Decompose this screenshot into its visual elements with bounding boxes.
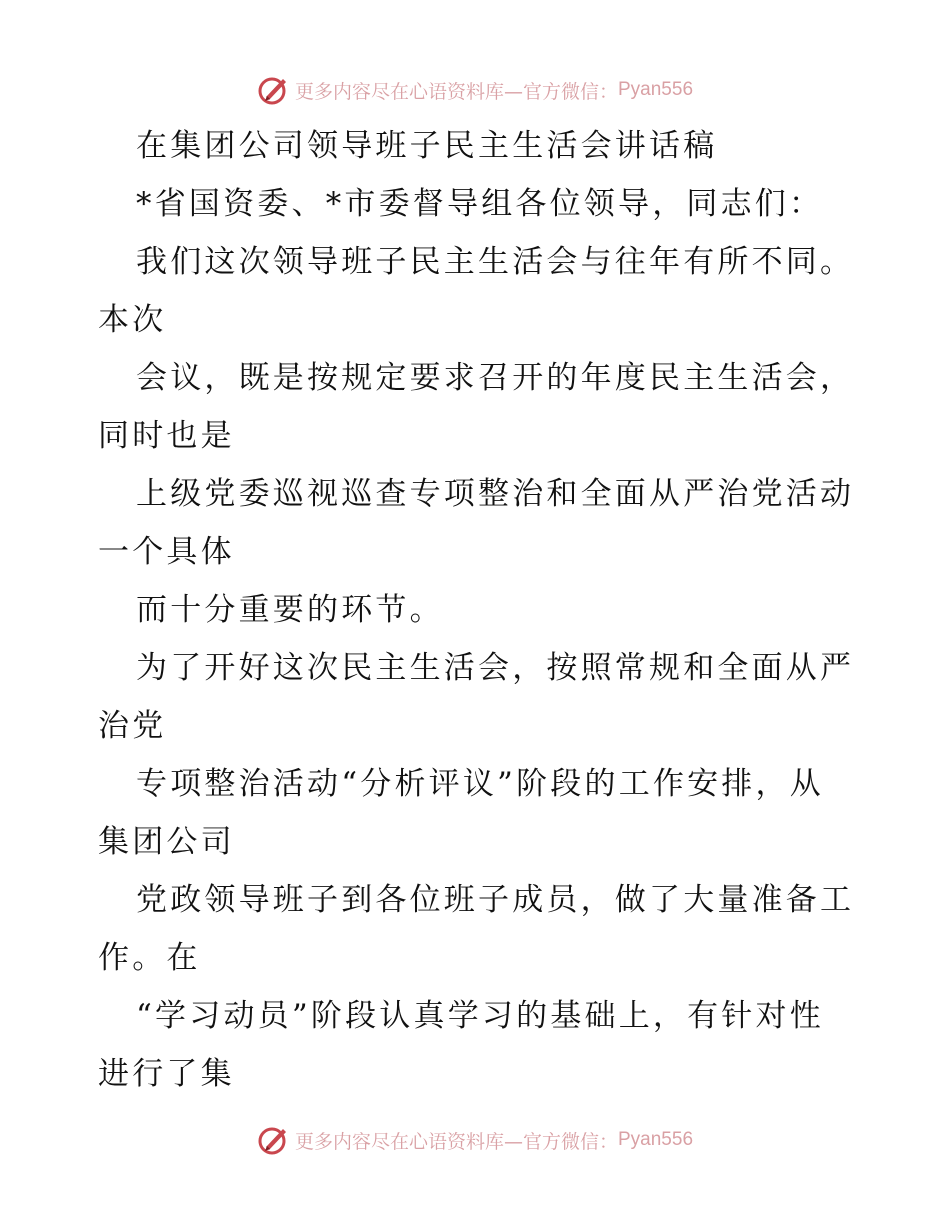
text-line: 专项整治活动“分析评议”阶段的工作安排，从 (136, 766, 824, 802)
header-watermark (0, 70, 950, 110)
watermark-wechat-id: Pyan556 (618, 1129, 694, 1150)
text-line: 会议，既是按规定要求召开的年度民主生活会， (136, 360, 855, 396)
watermark-wechat-id: Pyan556 (618, 79, 694, 100)
text-line: 一个具体 (98, 534, 235, 570)
pen-logo-icon (257, 73, 291, 107)
text-line: 为了开好这次民主生活会，按照常规和全面从严 (136, 650, 855, 686)
text-line: 上级党委巡视巡查专项整治和全面从严治党活动 (136, 476, 855, 512)
text-line: 而十分重要的环节。 (136, 592, 444, 628)
text-line: 作。在 (98, 940, 201, 976)
watermark-text: 更多内容尽在心语资料库—官方微信： (294, 1130, 618, 1153)
text-line: 治党 (98, 708, 167, 744)
text-line: *省国资委、*市委督导组各位领导，同志们： (136, 186, 824, 222)
document-body (98, 117, 858, 1103)
text-line: “学习动员”阶段认真学习的基础上，有针对性 (136, 998, 824, 1034)
text-line: 进行了集 (98, 1056, 235, 1092)
footer-watermark (0, 1120, 950, 1160)
text-line: 集团公司 (98, 824, 235, 860)
text-line: 在集团公司领导班子民主生活会讲话稿 (136, 128, 718, 164)
pen-logo-icon (257, 1123, 291, 1157)
text-line: 本次 (98, 302, 167, 338)
text-line: 党政领导班子到各位班子成员，做了大量准备工 (136, 882, 855, 918)
text-line: 我们这次领导班子民主生活会与往年有所不同。 (136, 244, 855, 280)
watermark-text: 更多内容尽在心语资料库—官方微信： (294, 80, 618, 103)
text-line: 同时也是 (98, 418, 235, 454)
